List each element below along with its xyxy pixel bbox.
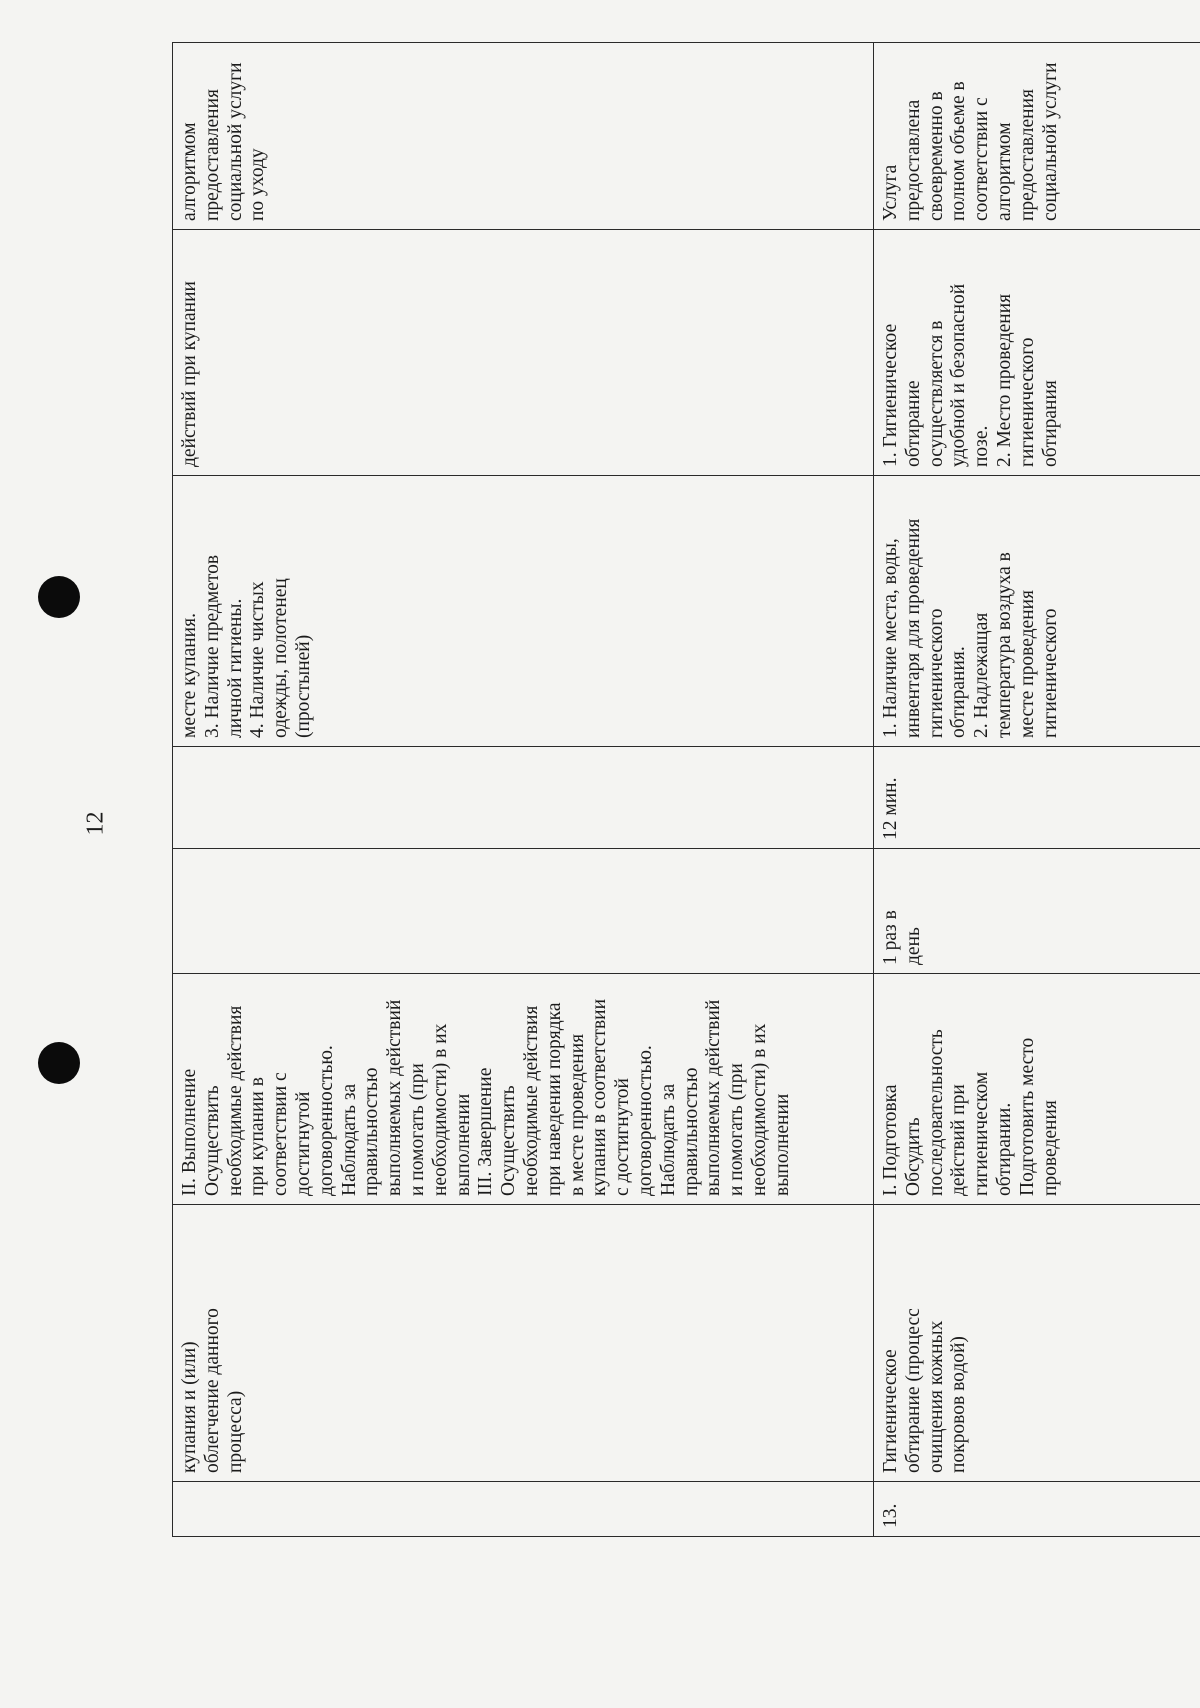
service-name-cell: купания и (или) облегчение данного процесса): [173, 1205, 874, 1482]
punch-hole-top: [38, 576, 80, 618]
service-content-cell: I. Подготовка Обсудить последовательность действий при гигиеническом обтирании. Подготовить место проведения: [874, 974, 1200, 1205]
service-content-cell: II. Выполнение Осуществить необходимые действия при купании в соответствии с достигнутой договоренностью. Наблюдать за правильностью выполняемых действий и помогать (при необходимости) в их выполнении III. Завершение Осуществить необходимые действия при наведении порядка в месте проведения купания в соответствии с достигнутой договоренностью. Наблюдать за правильностью выполняемых действий и помогать (при необходимости) в их выполнении: [173, 974, 874, 1205]
time-cell: [173, 747, 874, 849]
conditions-cell: 1. Наличие места, воды, инвентаря для проведения гигиенического обтирания. 2. Надлежащая температура воздуха в месте проведения гигиенического: [874, 476, 1200, 747]
row-number-cell: 13.: [874, 1482, 1200, 1537]
conditions-cell: месте купания. 3. Наличие предметов личной гигиены. 4. Наличие чистых одежды, полотенец (простыней): [173, 476, 874, 747]
frequency-cell: 1 раз в день: [874, 849, 1200, 974]
frequency-cell: [173, 849, 874, 974]
rotated-table-container: [172, 43, 1200, 1537]
quality-cell: 1. Гигиеническое обтирание осуществляется в удобной и безопасной позе. 2. Место проведения гигиенического обтирания: [874, 230, 1200, 476]
service-name-cell: Гигиеническое обтирание (процесс очищения кожных покровов водой): [874, 1205, 1200, 1482]
result-cell: алгоритмом предоставления социальной услуги по уходу: [173, 43, 874, 230]
punch-hole-bottom: [38, 1042, 80, 1084]
row-number-cell: [173, 1482, 874, 1537]
time-cell: 12 мин.: [874, 747, 1200, 849]
result-cell: Услуга предоставлена своевременно в полном объеме в соответствии с алгоритмом предоставления социальной услуги: [874, 43, 1200, 230]
table-row: [874, 43, 1200, 1537]
services-table: [172, 42, 1200, 1537]
page-number: 12: [82, 811, 109, 836]
table-row: [173, 43, 874, 1537]
document-table-area: [172, 43, 1200, 1537]
quality-cell: действий при купании: [173, 230, 874, 476]
